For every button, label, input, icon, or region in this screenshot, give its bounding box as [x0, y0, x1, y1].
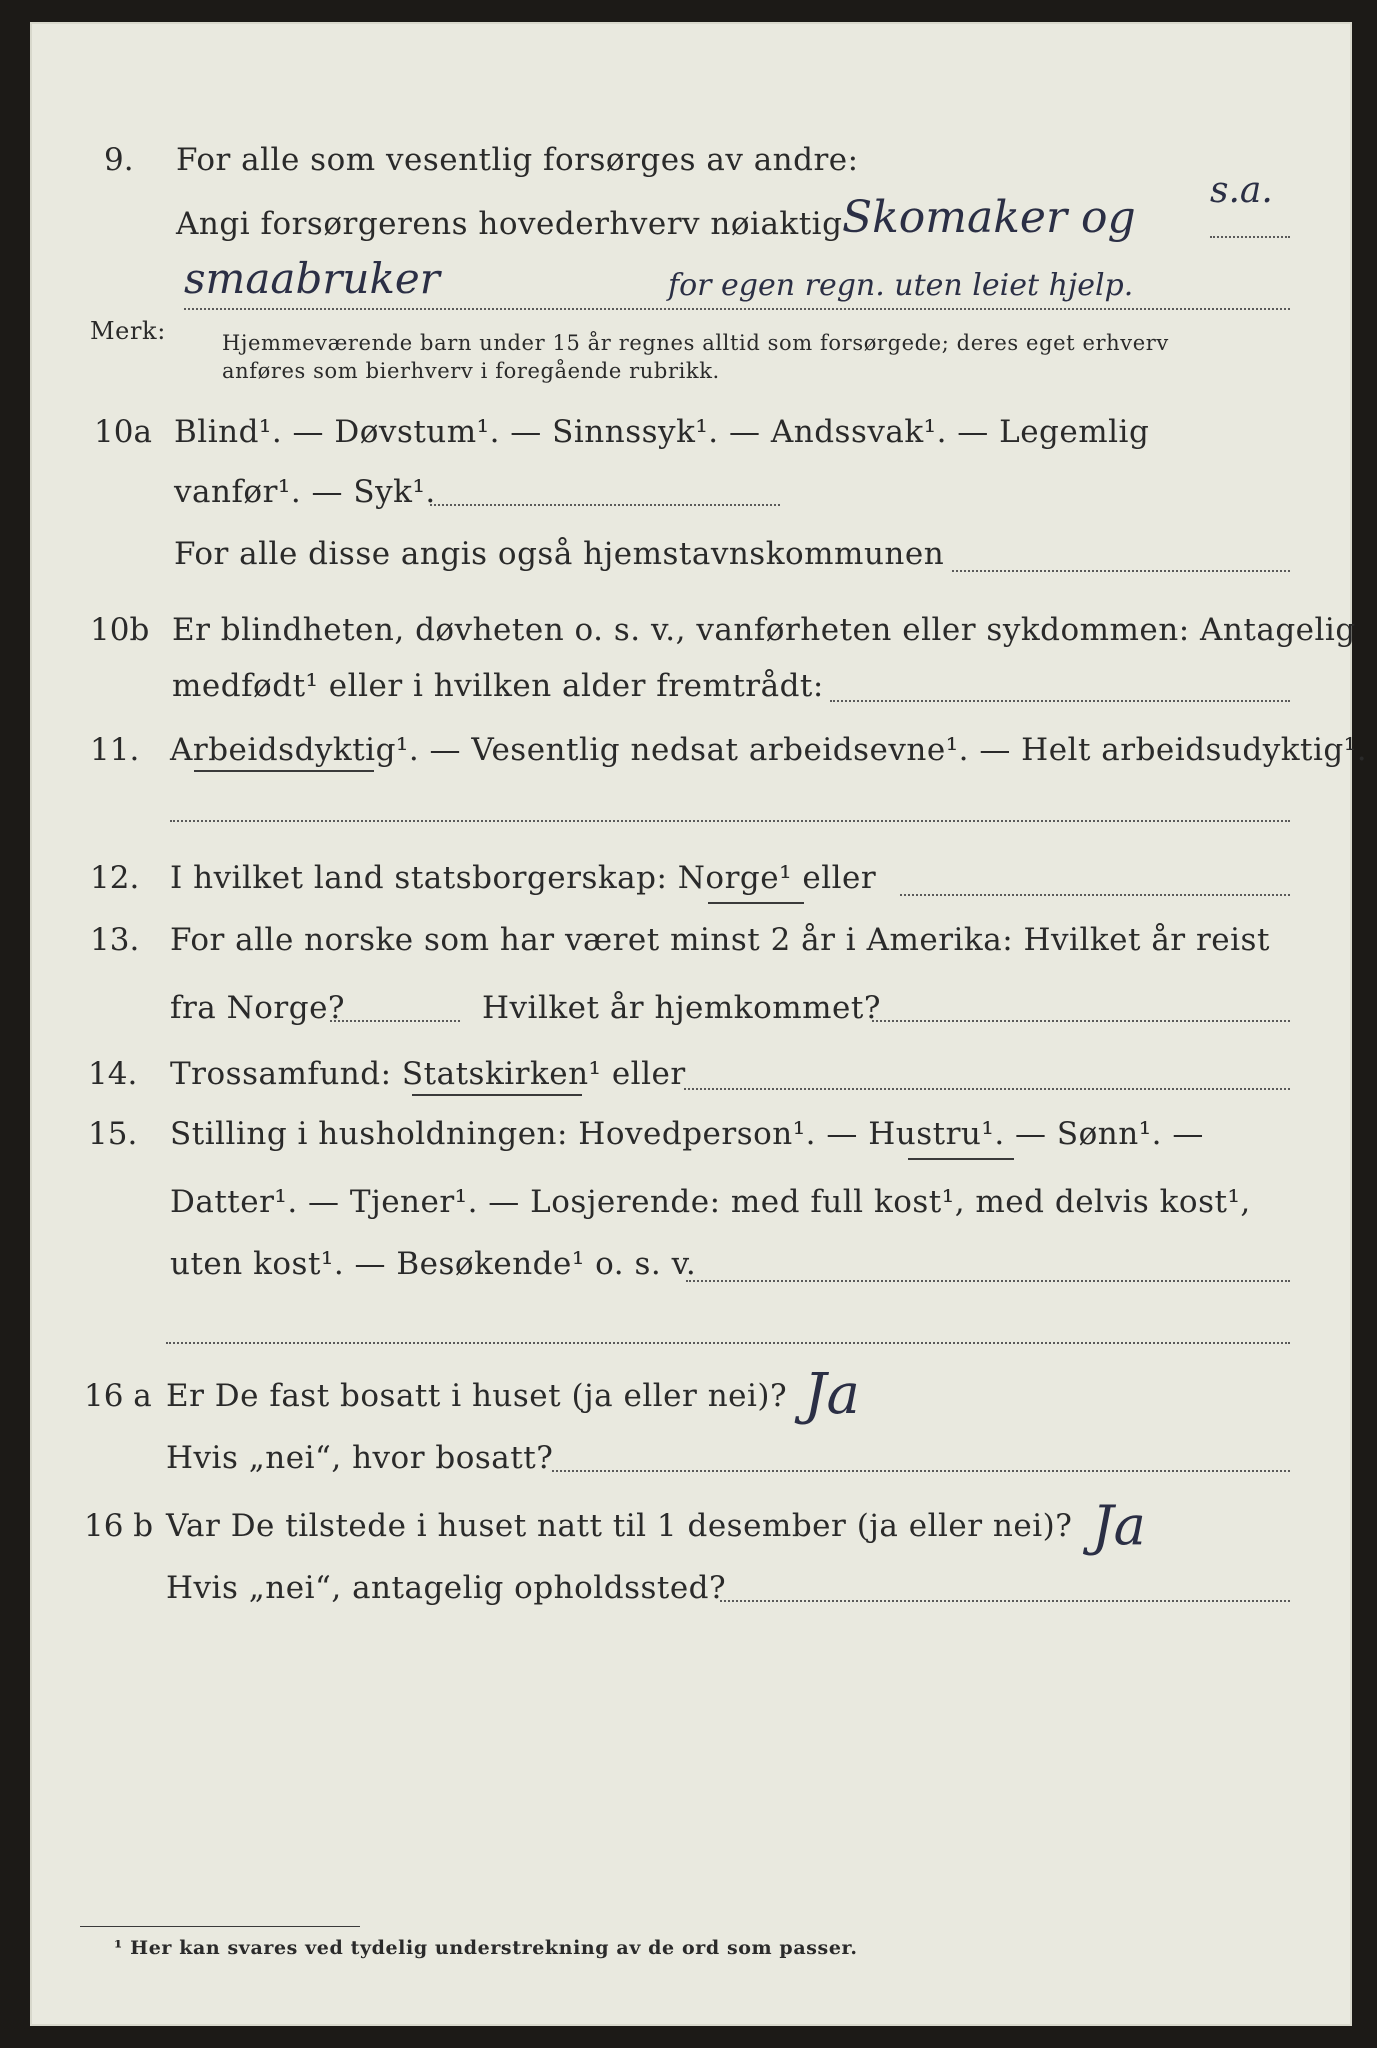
q16a-fill-line	[552, 1470, 1290, 1472]
q12-answer-underline	[708, 902, 804, 904]
q16a-line2: Hvis „nei“, hvor bosatt?	[166, 1440, 554, 1476]
footnote-rule	[80, 1926, 360, 1927]
q12-line1: I hvilket land statsborgerskap: Norge¹ eller	[170, 860, 877, 896]
merk-label: Merk:	[90, 317, 166, 345]
q15-fill-line-2	[166, 1342, 1290, 1344]
q16b-line2: Hvis „nei“, antagelig opholdssted?	[166, 1570, 727, 1606]
q9-line2: Angi forsørgerens hovederhverv nøiaktig	[176, 206, 843, 242]
q16a-answer: Ja	[804, 1362, 860, 1427]
q9-number: 9.	[104, 142, 134, 178]
q11-number: 11.	[90, 732, 140, 768]
merk-line2: anføres som bierhverv i foregående rubrikk.	[222, 359, 720, 383]
q15-line1: Stilling i husholdningen: Hovedperson¹. — Hustru¹. — Sønn¹. —	[170, 1116, 1204, 1152]
q13-line2a: fra Norge?	[170, 990, 346, 1026]
q11-fill-line	[170, 820, 1290, 822]
q10a-number: 10a	[94, 414, 152, 450]
q10a-line2: vanfør¹. — Syk¹.	[174, 474, 436, 510]
q13-fill-line-1	[330, 1020, 460, 1022]
q13-fill-line-2	[872, 1020, 1290, 1022]
q14-answer-underline	[412, 1094, 582, 1096]
q9-answer-line2: smaabruker	[184, 254, 440, 303]
q15-number: 15.	[88, 1116, 138, 1152]
q14-number: 14.	[88, 1056, 138, 1092]
q9-margin-note: s.a.	[1210, 170, 1273, 211]
q9-answer-line1: Skomaker og	[842, 192, 1136, 243]
q9-fill-line-2	[184, 308, 1290, 310]
q13-line1: For alle norske som har været minst 2 år i Amerika: Hvilket år reist	[170, 922, 1270, 958]
q16a-number: 16 a	[84, 1378, 152, 1414]
q10b-line2: medfødt¹ eller i hvilken alder fremtrådt:	[172, 668, 824, 704]
q15-line2: Datter¹. — Tjener¹. — Losjerende: med full kost¹, med delvis kost¹,	[170, 1184, 1251, 1220]
footnote-text: ¹ Her kan svares ved tydelig understrekning av de ord som passer.	[114, 1937, 858, 1959]
q9-fill-line-1	[1210, 236, 1290, 238]
q16a-line1: Er De fast bosatt i huset (ja eller nei)?	[166, 1378, 788, 1414]
q10b-line1: Er blindheten, døvheten o. s. v., vanførheten eller sykdommen: Antagelig	[172, 612, 1356, 648]
q16b-line1: Var De tilstede i huset natt til 1 desember (ja eller nei)?	[166, 1508, 1073, 1544]
q14-fill-line	[684, 1088, 1290, 1090]
q10a-fill-line-1	[430, 504, 780, 506]
q10a-fill-line-2	[952, 570, 1290, 572]
q16b-fill-line	[720, 1600, 1290, 1602]
q13-number: 13.	[90, 922, 140, 958]
q15-fill-line-1	[686, 1280, 1290, 1282]
merk-line1: Hjemmeværende barn under 15 år regnes alltid som forsørgede; deres eget erhverv	[222, 331, 1169, 355]
q10a-line3: For alle disse angis også hjemstavnskommunen	[174, 536, 945, 572]
q9-answer-line2b: for egen regn. uten leiet hjelp.	[668, 268, 1134, 303]
q15-line3: uten kost¹. — Besøkende¹ o. s. v.	[170, 1246, 697, 1282]
q12-number: 12.	[90, 860, 140, 896]
q10a-line1: Blind¹. — Døvstum¹. — Sinnssyk¹. — Andssvak¹. — Legemlig	[174, 414, 1150, 450]
q9-line1: For alle som vesentlig forsørges av andre:	[176, 142, 859, 178]
q11-line1: Arbeidsdyktig¹. — Vesentlig nedsat arbeidsevne¹. — Helt arbeidsudyktig¹.	[170, 732, 1368, 768]
q16b-number: 16 b	[84, 1508, 154, 1544]
q16b-answer: Ja	[1092, 1494, 1146, 1557]
q15-answer-underline	[908, 1158, 1014, 1160]
q12-fill-line	[900, 894, 1290, 896]
q13-line2b: Hvilket år hjemkommet?	[482, 990, 881, 1026]
q11-answer-underline	[194, 770, 374, 772]
q14-line1: Trossamfund: Statskirken¹ eller	[170, 1056, 686, 1092]
q10b-fill-line	[830, 700, 1290, 702]
q10b-number: 10b	[90, 612, 150, 648]
